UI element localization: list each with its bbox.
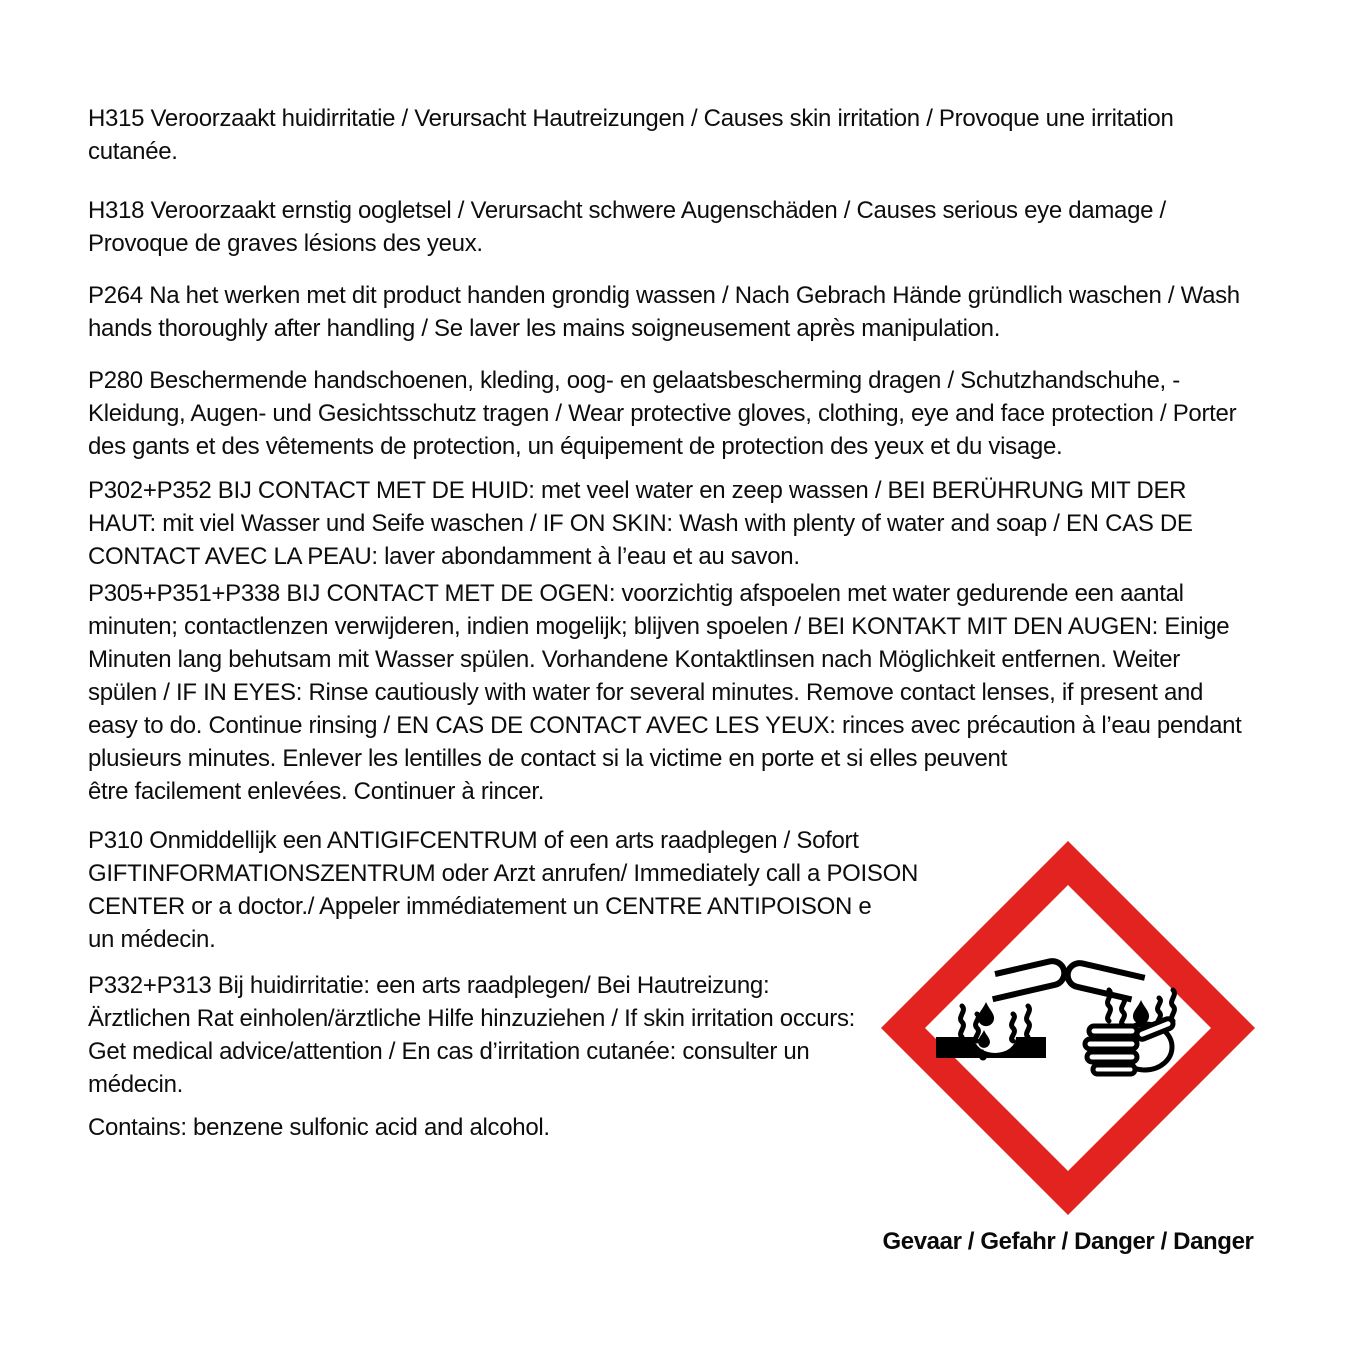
statement-p302-p352: P302+P352 BIJ CONTACT MET DE HUID: met veel water en zeep wassen / BEI BERÜHRUNG MIT DER HAUT: mit viel Wasser und Seife waschen / IF ON SKIN: Wash with plenty of water and soap / EN CAS DE CONTACT AVEC LA PEAU: laver abondamment à l’eau et au savon. <box>88 477 1193 570</box>
signal-word-caption: Gevaar / Gefahr / Danger / Danger <box>882 1228 1254 1255</box>
ghs-corrosion-pictogram <box>866 838 1270 1256</box>
hand-icon <box>1085 1017 1174 1074</box>
statement-p332-p313: P332+P313 Bij huidirritatie: een arts raadplegen/ Bei Hautreizung: Ärztlichen Rat einholen/ärztliche Hilfe hinzuziehen / If skin irritation occurs: Get medical advice/attention / En cas d’irritation cutanée: consulter un médecin. <box>88 972 856 1098</box>
statement-h315: H315 Veroorzaakt huidirritatie / Verursacht Hautreizungen / Causes skin irritation / Provoque une irritation cutanée. <box>88 105 1174 165</box>
corroded-surface-icon <box>936 1037 1046 1058</box>
statement-contains: Contains: benzene sulfonic acid and alcohol. <box>88 1114 550 1141</box>
corrosion-diamond-icon <box>878 838 1258 1218</box>
statement-p305-p351-p338: P305+P351+P338 BIJ CONTACT MET DE OGEN: voorzichtig afspoelen met water gedurende een aantal minuten; contactlenzen verwijderen, indien mogelijk; blijven spoelen / BEI KONTAKT MIT DEN AUGEN: Einige Minuten lang behutsam mit Wasser spülen. Vorhandene Kontaktlinsen nach Möglichkeit entfernen. Weiter spülen / IF IN EYES: Rinse cautiously with water for several minutes. Remove contact lenses, if present and easy to do. Continue rinsing / EN CAS DE CONTACT AVEC LES YEUX: rinces avec précaution à l’eau pendant plusieurs minutes. Enlever les lentilles de contact si la victime en porte et si elles peuvent être facilement enlevées. Continuer à rincer. <box>88 580 1242 805</box>
statement-h318: H318 Veroorzaakt ernstig oogletsel / Verursacht schwere Augenschäden / Causes serious eye damage / Provoque de graves lésions des yeux. <box>88 197 1166 257</box>
statement-p280: P280 Beschermende handschoenen, kleding, oog- en gelaatsbescherming dragen / Schutzhandschuhe, -Kleidung, Augen- und Gesichtsschutz tragen / Wear protective gloves, clothing, eye and face protection / Porter des gants et des vêtements de protection, un équipement de protection des yeux et du visage. <box>88 367 1237 460</box>
statement-p310: P310 Onmiddellijk een ANTIGIFCENTRUM of een arts raadplegen / Sofort GIFTINFORMATIONSZENTRUM oder Arzt anrufen/ Immediately call a POISON CENTER or a doctor./ Appeler immédiatement un CENTRE ANTIPOISON e un médecin. <box>88 827 918 953</box>
statement-p264: P264 Na het werken met dit product handen grondig wassen / Nach Gebrach Hände gründlich waschen / Wash hands thoroughly after handling / Se laver les mains soigneusement après manipulation. <box>88 282 1240 342</box>
